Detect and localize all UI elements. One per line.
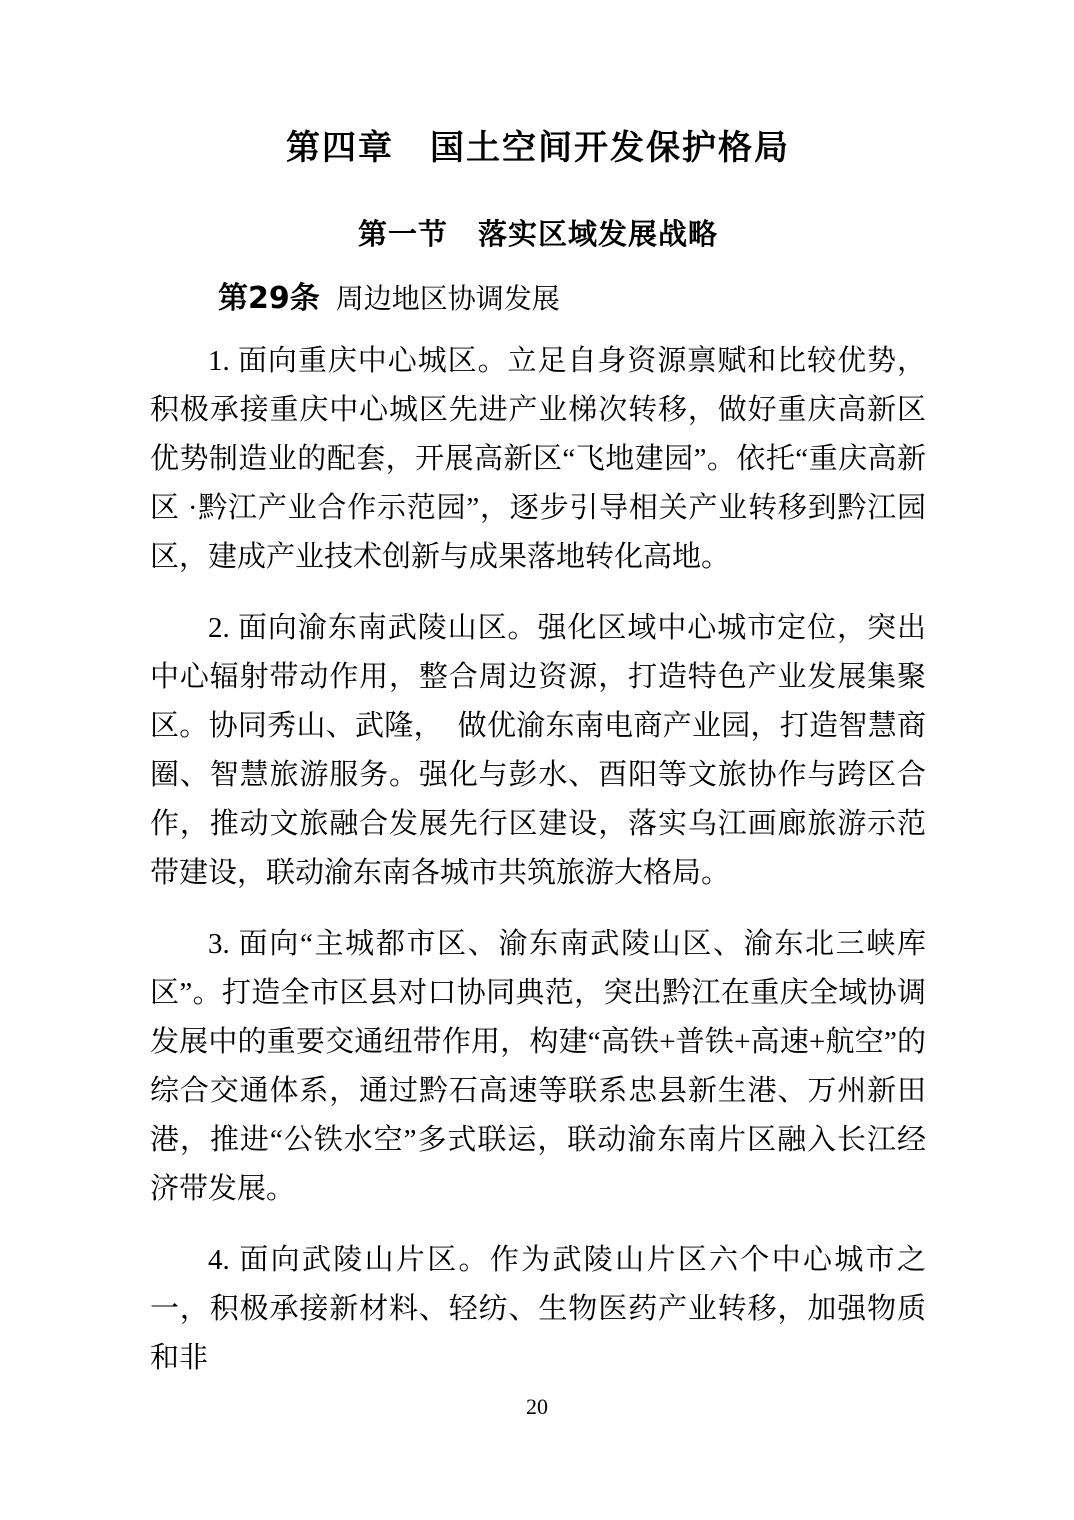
paragraph-1: 1. 面向重庆中心城区。立足自身资源禀赋和比较优势，积极承接重庆中心城区先进产业梯次转移，做好重庆高新区优势制造业的配套，开展高新区“飞地建园”。依托“重庆高新区 ·黔江产业合作示范园”，逐步引导相关产业转移到黔江园区，建成产业技术创新与成果落地转化高地。 bbox=[150, 345, 926, 573]
article-heading bbox=[150, 278, 926, 321]
article-body bbox=[150, 337, 926, 1383]
page-number: 20 bbox=[526, 1394, 548, 1419]
document-content bbox=[150, 122, 926, 1383]
article-title: 周边地区协调发展 bbox=[335, 284, 560, 315]
chapter-title: 第四章 国土空间开发保护格局 bbox=[286, 128, 790, 168]
article-number: 第29条 bbox=[218, 281, 320, 316]
section-title: 第一节 落实区域发展战略 bbox=[357, 217, 718, 251]
paragraph-3: 3. 面向“主城都市区、渝东南武陵山区、渝东北三峡库区”。打造全市区县对口协同典范，突出黔江在重庆全域协调发展中的重要交通纽带作用，构建“高铁+普铁+高速+航空”的综合交通体系，通过黔石高速等联系忠县新生港、万州新田港，推进“公铁水空”多式联运，联动渝东南片区融入长江经济带发展。 bbox=[150, 928, 926, 1205]
paragraph-4: 4. 面向武陵山片区。作为武陵山片区六个中心城市之一，积极承接新材料、轻纺、生物医药产业转移，加强物质和非 bbox=[150, 1244, 926, 1374]
paragraph-2: 2. 面向渝东南武陵山区。强化区域中心城市定位，突出中心辐射带动作用，整合周边资源，打造特色产业发展集聚区。协同秀山、武隆， 做优渝东南电商产业园，打造智慧商圈、智慧旅游服务。强化与彭水、酉阳等文旅协作与跨区合作，推动文旅融合发展先行区建设，落实乌江画廊旅游示范带建设，联动渝东南各城市共筑旅游大格局。 bbox=[150, 612, 926, 889]
